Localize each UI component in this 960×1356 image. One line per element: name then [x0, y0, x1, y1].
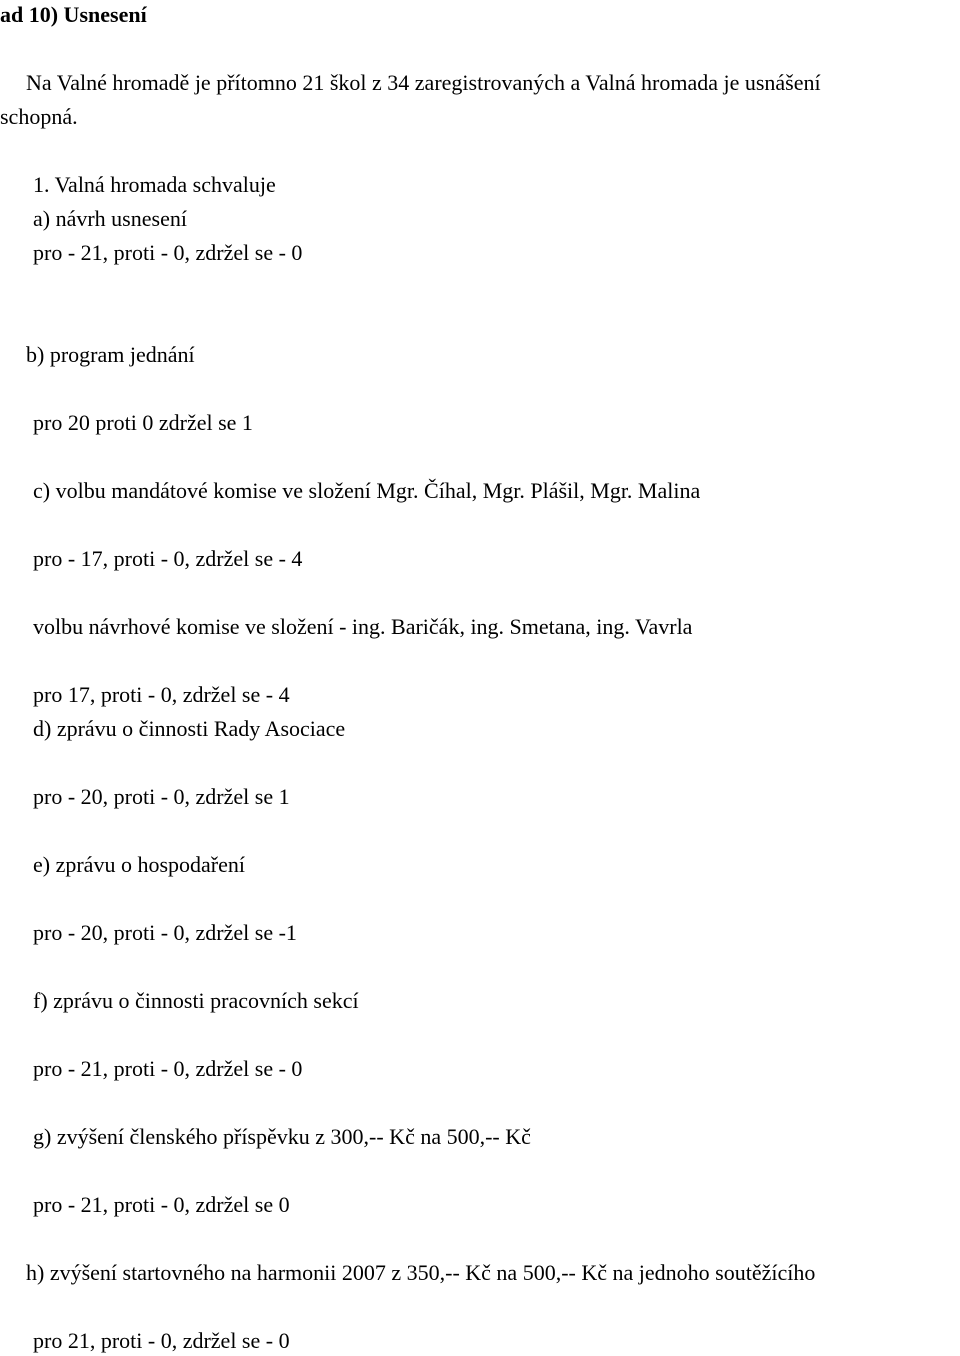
section-heading: ad 10) Usnesení: [0, 2, 147, 27]
item-a-label: a) návrh usnesení: [33, 206, 187, 231]
item-b-label: b) program jednání: [26, 342, 195, 367]
item-g-label: g) zvýšení členského příspěvku z 300,-- Kč na 500,-- Kč: [33, 1124, 531, 1149]
item-f-label: f) zprávu o činnosti pracovních sekcí: [33, 988, 359, 1013]
item-c2-label: volbu návrhové komise ve složení - ing. Baričák, ing. Smetana, ing. Vavrla: [33, 614, 693, 639]
item-h-vote: pro 21, proti - 0, zdržel se - 0: [33, 1328, 290, 1353]
item-f-vote: pro - 21, proti - 0, zdržel se - 0: [33, 1056, 303, 1081]
item-e-label: e) zprávu o hospodaření: [33, 852, 245, 877]
item-b-vote: pro 20 proti 0 zdržel se 1: [33, 410, 253, 435]
item-d-vote: pro - 20, proti - 0, zdržel se 1: [33, 784, 290, 809]
item-c-vote: pro - 17, proti - 0, zdržel se - 4: [33, 546, 303, 571]
item-c2-vote: pro 17, proti - 0, zdržel se - 4: [33, 682, 290, 707]
item-g-vote: pro - 21, proti - 0, zdržel se 0: [33, 1192, 290, 1217]
intro-text-line-1: Na Valné hromadě je přítomno 21 škol z 34 zaregistrovaných a Valná hromada je usnášení: [26, 70, 821, 95]
item-d-label: d) zprávu o činnosti Rady Asociace: [33, 716, 346, 741]
item-e-vote: pro - 20, proti - 0, zdržel se -1: [33, 920, 297, 945]
item-c-label: c) volbu mandátové komise ve složení Mgr. Číhal, Mgr. Plášil, Mgr. Malina: [33, 478, 701, 503]
intro-text-line-2: schopná.: [0, 104, 78, 129]
item-h-label: h) zvýšení startovného na harmonii 2007 z 350,-- Kč na 500,-- Kč na jednoho soutěžícího: [26, 1260, 816, 1285]
resolution-heading: 1. Valná hromada schvaluje: [33, 172, 276, 197]
item-a-vote: pro - 21, proti - 0, zdržel se - 0: [33, 240, 303, 265]
